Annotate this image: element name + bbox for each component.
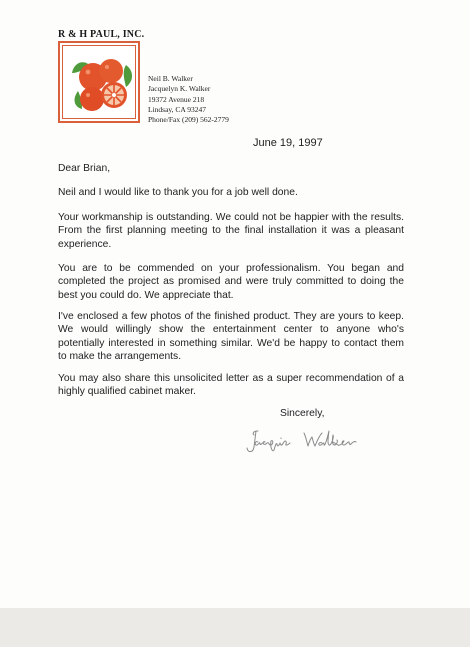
company-name: R & H PAUL, INC. (58, 29, 145, 40)
address-line: 19372 Avenue 218 (148, 94, 205, 104)
paragraph-3: You are to be commended on your professionalism. You began and completed the project as promised and were truly committed to doing the best you could do. We appreciate that. (58, 263, 404, 301)
letterhead-address (148, 74, 229, 125)
oranges-logo (58, 41, 140, 123)
paragraph-1: Neil and I would like to thank you for a job well done. (58, 187, 298, 198)
address-line: Jacquelyn K. Walker (148, 84, 211, 94)
address-line: Phone/Fax (209) 562-2779 (148, 115, 229, 125)
address-line: Neil B. Walker (148, 74, 193, 83)
page-bottom-edge (0, 608, 470, 647)
oranges-logo-icon (64, 47, 138, 121)
paragraph-4: I've enclosed a few photos of the finished product. They are yours to keep. We would willingly show the entertainment center to anyone who's potentially interested in something similar. We'd be happy to contact them to make the arrangements. (58, 311, 404, 363)
salutation: Dear Brian, (58, 163, 111, 174)
paragraph-2: Your workmanship is outstanding. We could not be happier with the results. From the first planning meeting to the final installation it was a pleasant experience. (58, 212, 404, 250)
paragraph-5: You may also share this unsolicited letter as a super recommendation of a highly qualified cabinet maker. (58, 373, 404, 398)
address-line: Lindsay, CA 93247 (148, 104, 207, 114)
closing: Sincerely, (280, 408, 325, 419)
letter-date: June 19, 1997 (253, 137, 323, 149)
handwritten-signature (244, 423, 374, 464)
